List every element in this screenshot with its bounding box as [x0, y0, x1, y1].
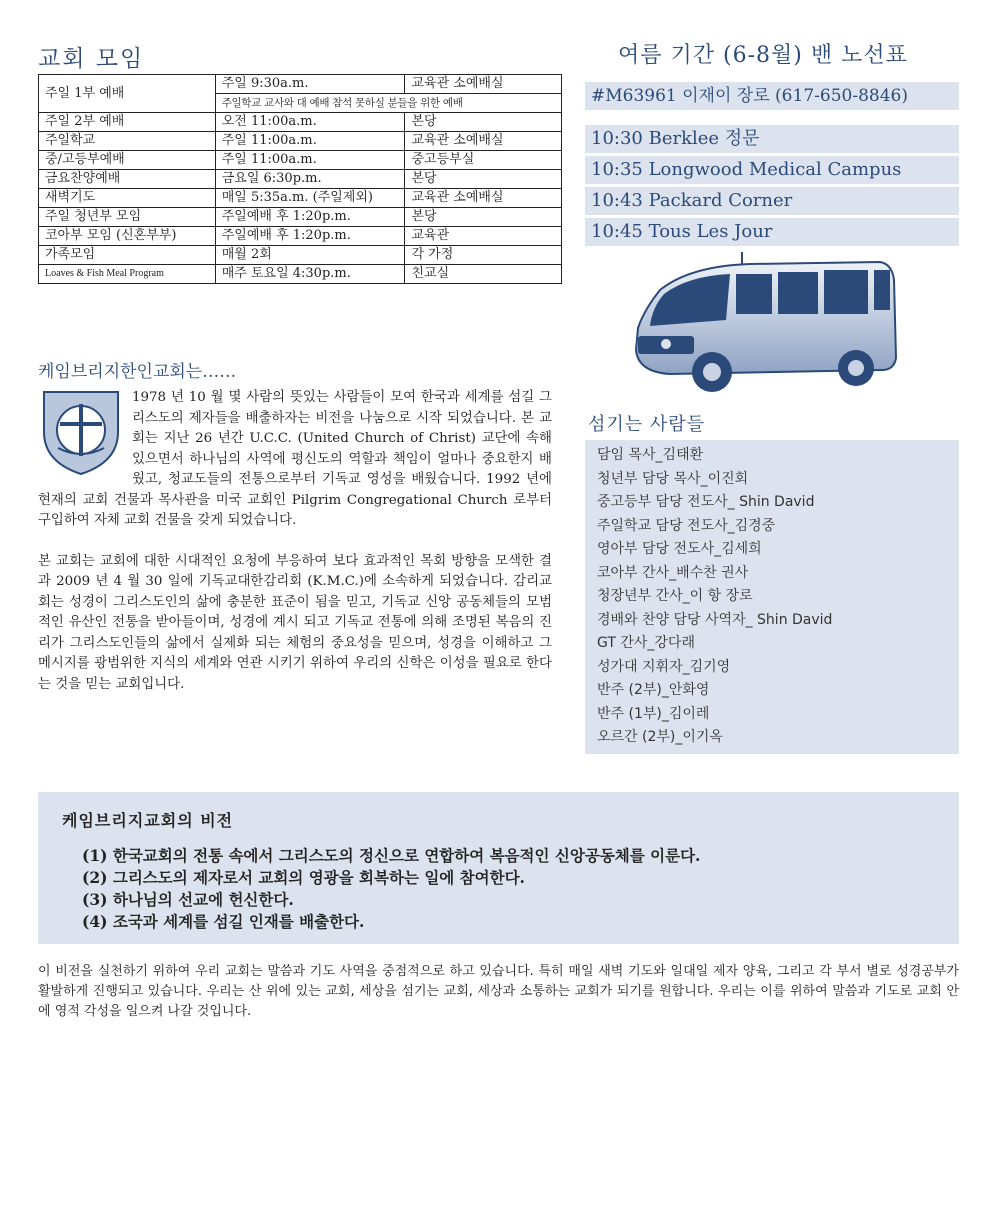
staff-item: 반주 (2부)_안화영	[597, 682, 710, 698]
staff-item: 중고등부 담당 전도사_ Shin David	[597, 494, 815, 510]
staff-item: 코아부 간사_배수찬 권사	[597, 564, 749, 581]
staff-item: 담임 목사_김태환	[597, 447, 704, 463]
meeting-name: 금요찬양예배	[39, 170, 216, 189]
table-row	[39, 189, 562, 208]
meeting-name: 코아부 모임 (신혼부부)	[39, 227, 216, 246]
church-emblem-icon	[38, 388, 124, 476]
vision-item: (3) 하나님의 선교에 헌신한다.	[82, 890, 294, 909]
meeting-name: 주일 청년부 모임	[39, 208, 216, 227]
staff-item: 경배와 찬양 담당 사역자_ Shin David	[597, 611, 833, 628]
van-stop: 10:43 Packard Corner	[585, 187, 959, 215]
meeting-note: 주일학교 교사와 대 예배 참석 못하실 분들을 위한 예배	[215, 94, 561, 113]
table-row	[39, 75, 562, 94]
meeting-time: 매주 토요일 4:30p.m.	[215, 265, 405, 284]
meeting-place: 교육관 소예배실	[405, 189, 562, 208]
meetings-title: 교회 모임	[38, 46, 145, 72]
meeting-name: 주일학교	[39, 132, 216, 151]
meeting-place: 본당	[405, 170, 562, 189]
van-stop: 10:35 Longwood Medical Campus	[585, 156, 959, 184]
table-row	[39, 113, 562, 132]
meeting-time: 주일 11:00a.m.	[215, 151, 405, 170]
table-row	[39, 170, 562, 189]
staff-item: 주일학교 담당 전도사_김경중	[597, 517, 776, 534]
staff-item: 반주 (1부)_김이레	[597, 705, 710, 722]
meeting-time: 금요일 6:30p.m.	[215, 170, 405, 189]
vision-item: (1) 한국교회의 전통 속에서 그리스도의 정신으로 연합하여 복음적인 신앙공동체를 이룬다.	[82, 846, 701, 865]
staff-item: 영아부 담당 전도사_김세희	[597, 541, 762, 557]
meeting-place: 본당	[405, 208, 562, 227]
meeting-time: 주일예배 후 1:20p.m.	[215, 227, 405, 246]
vision-item: (2) 그리스도의 제자로서 교회의 영광을 회복하는 일에 참여한다.	[82, 868, 525, 887]
staff-title: 섬기는 사람들	[588, 414, 706, 435]
staff-item: 성가대 지휘자_김기영	[597, 658, 731, 675]
van-image	[630, 250, 900, 400]
intro-body	[38, 388, 552, 695]
table-row	[39, 151, 562, 170]
meeting-name: 중/고등부예배	[39, 151, 216, 170]
vision-box	[38, 792, 959, 944]
intro-paragraph-1: 1978 년 10 월 몇 사람의 뜻있는 사람들이 모여 한국과 세계를 섬길 그리스도의 제자들을 배출하자는 비전을 나눔으로 시작 되었습니다. 본 교회는 지난 26 년간 U.C.C. (United Church of Christ) 교단에 속해 있으면서 하나님의 사역에 평신도의 역할과 책임이 얼마나 중요한지 배웠고, 청교도들의 전통으로부터 기독교 영성을 배웠습니다. 1992 년에 현재의 교회 건물과 목사관을 미국 교회인 Pilgrim Congregational Church 로부터 구입하여 자체 교회 건물을 갖게 되었습니다.	[38, 390, 552, 528]
van-stop: 10:45 Tous Les Jour	[585, 218, 959, 246]
table-row	[39, 132, 562, 151]
meeting-place: 교육관 소예배실	[405, 75, 562, 94]
meeting-time: 매일 5:35a.m. (주일제외)	[215, 189, 405, 208]
meeting-place: 친교실	[405, 265, 562, 284]
meeting-name: 가족모임	[39, 246, 216, 265]
meeting-time: 매월 2회	[215, 246, 405, 265]
meeting-time: 주일 9:30a.m.	[215, 75, 405, 94]
meeting-time: 주일 11:00a.m.	[215, 132, 405, 151]
van-stops	[585, 125, 959, 246]
meeting-place: 본당	[405, 113, 562, 132]
staff-item: 청년부 담당 목사_이진회	[597, 470, 749, 487]
meeting-place: 각 가정	[405, 246, 562, 265]
van-contact: #M63961 이재이 장로 (617-650-8846)	[585, 82, 959, 110]
table-row	[39, 265, 562, 284]
table-row	[39, 246, 562, 265]
meeting-name: 주일 1부 예배	[39, 75, 216, 113]
van-title: 여름 기간 (6-8월) 밴 노선표	[618, 43, 908, 68]
vision-title: 케임브리지교회의 비전	[62, 811, 234, 830]
vision-item: (4) 조국과 세계를 섬길 인재를 배출한다.	[82, 912, 365, 931]
meeting-place: 중고등부실	[405, 151, 562, 170]
table-row	[39, 208, 562, 227]
van-stop: 10:30 Berklee 정문	[585, 125, 959, 153]
meeting-time: 오전 11:00a.m.	[215, 113, 405, 132]
closing-paragraph: 이 비전을 실천하기 위하여 우리 교회는 말씀과 기도 사역을 중점적으로 하고 있습니다. 특히 매일 새벽 기도와 일대일 제자 양육, 그리고 각 부서 별로 성경공부가 활발하게 진행되고 있습니다. 우리는 산 위에 있는 교회, 세상을 섬기는 교회, 세상과 소통하는 교회가 되기를 원합니다. 우리는 이를 위하여 말씀과 기도로 교회 안에 영적 각성을 일으켜 나갈 것입니다.	[38, 964, 959, 1019]
meeting-name: Loaves & Fish Meal Program	[39, 265, 216, 284]
meetings-table	[38, 74, 562, 284]
meeting-name: 주일 2부 예배	[39, 113, 216, 132]
intro-paragraph-2: 본 교회는 교회에 대한 시대적인 요청에 부응하여 보다 효과적인 목회 방향을 모색한 결과 2009 년 4 월 30 일에 기독교대한감리회 (K.M.C.)에 소속하게 되었습니다. 감리교회는 성경이 그리스도인의 삶에 충분한 표준이 됨을 믿고, 기독교 신앙 공동체들의 모범적인 유산인 전통을 받아들이며, 성경에 계시 되고 기독교 전통에 의해 조명된 복음의 진리가 그리스도인들의 삶에서 실제화 되는 체험의 중요성을 믿으며, 성경을 이해하고 그 메시지를 광범위한 지식의 세계와 연관 시키기 위하여 우리의 신학은 이성을 필요로 한다는 것을 믿는 교회입니다.	[38, 553, 552, 692]
meeting-place: 교육관	[405, 227, 562, 246]
meeting-time: 주일예배 후 1:20p.m.	[215, 208, 405, 227]
staff-item: 오르간 (2부)_이기옥	[597, 729, 723, 745]
staff-item: 청장년부 간사_이 항 장로	[597, 588, 753, 604]
meeting-place: 교육관 소예배실	[405, 132, 562, 151]
staff-list	[585, 440, 959, 754]
intro-title: 케임브리지한인교회는……	[38, 362, 237, 382]
meeting-name: 새벽기도	[39, 189, 216, 208]
table-row	[39, 227, 562, 246]
staff-item: GT 간사_강다래	[597, 635, 695, 651]
